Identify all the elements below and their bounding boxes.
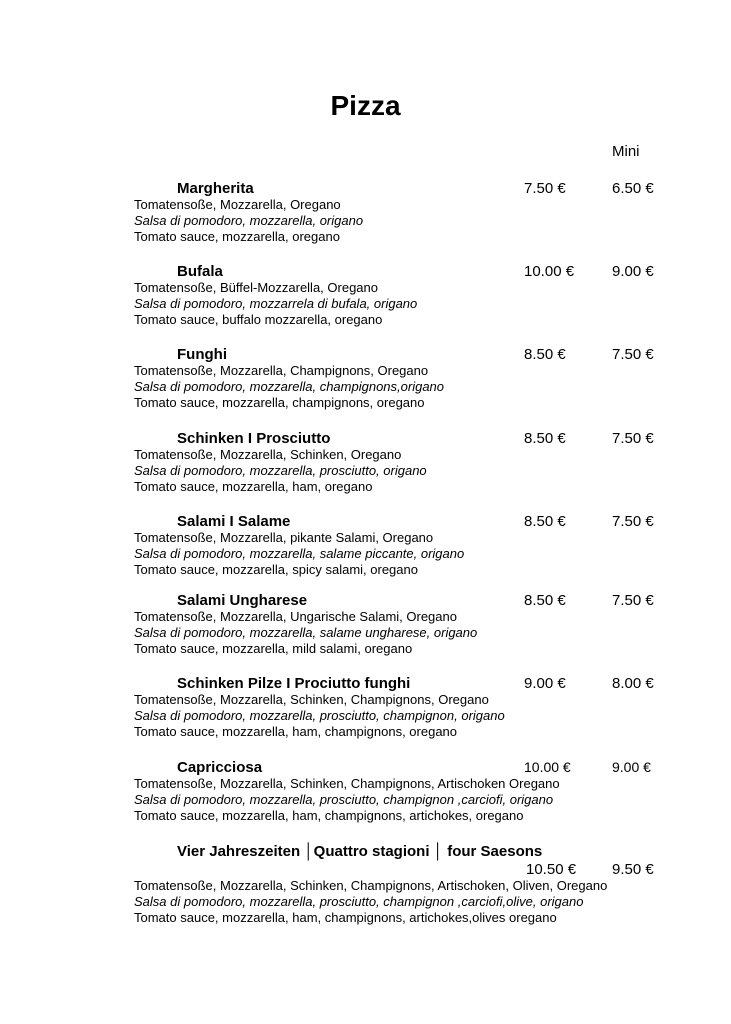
description-italian: Salsa di pomodoro, mozzarella, prosciutto, champignon ,carciofi,olive, origano: [134, 894, 584, 909]
item-price: 8.50 €: [524, 513, 566, 530]
description-italian: Salsa di pomodoro, mozzarella, champignons,origano: [134, 379, 445, 394]
description-english: Tomato sauce, mozzarella, oregano: [134, 229, 340, 244]
item-price: 7.50 €: [524, 180, 566, 197]
description-german: Tomatensoße, Büffel-Mozzarella, Oregano: [134, 280, 378, 295]
description-english: Tomato sauce, mozzarella, ham, oregano: [134, 479, 373, 494]
description-italian: Salsa di pomodoro, mozzarrela di bufala, origano: [134, 296, 418, 311]
item-mini-price: 7.50 €: [612, 513, 654, 530]
description-german: Tomatensoße, Mozzarella, Ungarische Salami, Oregano: [134, 609, 457, 624]
description-german: Tomatensoße, Mozzarella, Champignons, Oregano: [134, 363, 429, 378]
description-german: Tomatensoße, Mozzarella, Schinken, Champignons, Oregano: [134, 692, 489, 707]
item-name: Schinken Pilze I Prociutto funghi: [177, 675, 411, 692]
item-price: 8.50 €: [524, 346, 566, 363]
description-german: Tomatensoße, Mozzarella, Schinken, Oregano: [134, 447, 402, 462]
item-price: 8.50 €: [524, 430, 566, 447]
item-mini-price: 9.50 €: [612, 861, 654, 878]
description-italian: Salsa di pomodoro, mozzarella, prosciutto, origano: [134, 463, 427, 478]
description-german: Tomatensoße, Mozzarella, Schinken, Champignons, Artischoken Oregano: [134, 776, 560, 791]
description-english: Tomato sauce, mozzarella, mild salami, oregano: [134, 641, 413, 656]
description-english: Tomato sauce, mozzarella, spicy salami, oregano: [134, 562, 418, 577]
description-italian: Salsa di pomodoro, mozzarella, prosciutto, champignon ,carciofi, origano: [134, 792, 554, 807]
description-italian: Salsa di pomodoro, mozzarella, salame piccante, origano: [134, 546, 465, 561]
description-english: Tomato sauce, mozzarella, ham, champignons, artichokes,olives oregano: [134, 910, 557, 925]
item-name: Margherita: [177, 180, 254, 197]
item-name: Schinken I Prosciutto: [177, 430, 331, 447]
description-english: Tomato sauce, mozzarella, ham, champignons, artichokes, oregano: [134, 808, 524, 823]
item-mini-price: 7.50 €: [612, 430, 654, 447]
description-italian: Salsa di pomodoro, mozzarella, prosciutto, champignon, origano: [134, 708, 505, 723]
item-mini-price: 8.00 €: [612, 675, 654, 692]
page-title: Pizza: [330, 90, 401, 121]
description-italian: Salsa di pomodoro, mozzarella, origano: [134, 213, 364, 228]
item-price: 10.00 €: [524, 759, 571, 775]
description-english: Tomato sauce, mozzarella, champignons, oregano: [134, 395, 425, 410]
item-name: Salami Ungharese: [177, 592, 308, 609]
item-name: Funghi: [177, 346, 227, 363]
description-german: Tomatensoße, Mozzarella, pikante Salami, Oregano: [134, 530, 434, 545]
item-mini-price: 9.00 €: [612, 263, 654, 280]
item-name: Bufala: [177, 263, 223, 280]
item-mini-price: 7.50 €: [612, 592, 654, 609]
description-english: Tomato sauce, mozzarella, ham, champignons, oregano: [134, 724, 458, 739]
description-german: Tomatensoße, Mozzarella, Oregano: [134, 197, 341, 212]
mini-column-header: Mini: [612, 143, 640, 160]
item-price: 10.00 €: [524, 263, 575, 280]
item-mini-price: 6.50 €: [612, 180, 654, 197]
item-price: 9.00 €: [524, 675, 566, 692]
item-price: 8.50 €: [524, 592, 566, 609]
description-italian: Salsa di pomodoro, mozzarella, salame ungharese, origano: [134, 625, 478, 640]
item-name: Salami I Salame: [177, 513, 291, 530]
description-english: Tomato sauce, buffalo mozzarella, oregano: [134, 312, 383, 327]
item-mini-price: 9.00 €: [612, 759, 651, 775]
item-price: 10.50 €: [526, 861, 577, 878]
item-mini-price: 7.50 €: [612, 346, 654, 363]
item-name: Vier Jahreszeiten │Quattro stagioni │ four Saesons: [177, 843, 543, 860]
item-name: Capricciosa: [177, 759, 263, 776]
description-german: Tomatensoße, Mozzarella, Schinken, Champignons, Artischoken, Oliven, Oregano: [134, 878, 608, 893]
